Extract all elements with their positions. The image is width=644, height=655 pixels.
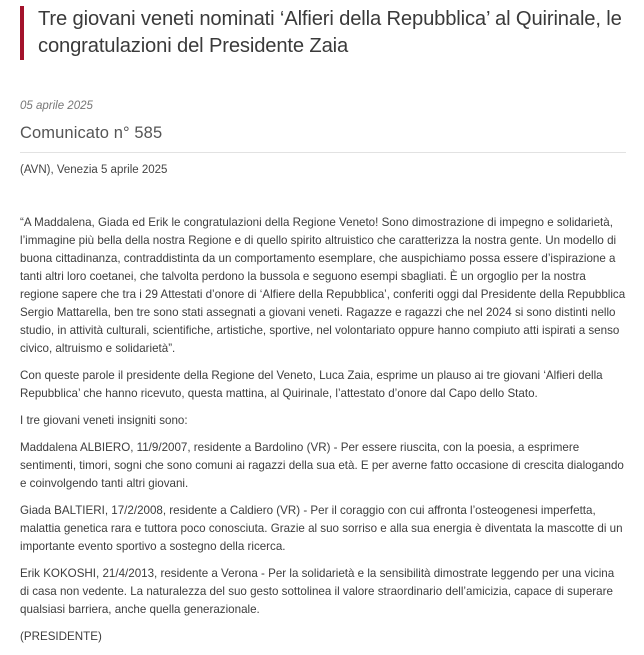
paragraph-quote: “A Maddalena, Giada ed Erik le congratulazioni della Regione Veneto! Sono dimostrazione di impegno e solidarietà, l’immagine più bella della nostra Regione e di quello spirito altruistico che caratterizza la nostra gente. Un modello di buona cittadinanza, contraddistinta da un comportamento esemplare, che auspichiamo possa essere d’ispirazione a tanti altri loro coetanei, che talvolta perdono la bussola e seguono esempi sbagliati. È un orgoglio per la nostra regione sapere che tra i 29 Attestati d’onore di ‘Alfiere della Repubblica’, conferiti oggi dal Presidente della Repubblica Sergio Mattarella, ben tre sono stati assegnati a giovani veneti. Ragazze e ragazzi che nel 2024 si sono distinti nello studio, in attività culturali, scientifiche, artistiche, sportive, nel volontariato oppure hanno compiuto atti ispirati a senso civico, altruismo e solidarietà”. [20, 216, 626, 355]
paragraph-intro: Con queste parole il presidente della Regione del Veneto, Luca Zaia, esprime un plauso ai tre giovani ‘Alfieri della Repubblica’ che hanno ricevuto, questa mattina, al Quirinale, l’attestato d’onore dal Capo dello Stato. [20, 369, 603, 400]
comunicato-number: Comunicato n° 585 [20, 124, 163, 142]
dateline: (AVN), Venezia 5 aprile 2025 [20, 164, 168, 176]
article-body [20, 214, 626, 655]
divider [20, 152, 626, 153]
paragraph-list-heading: I tre giovani veneti insigniti sono: [20, 414, 188, 427]
publish-date: 05 aprile 2025 [20, 100, 93, 112]
paragraph-signature: (PRESIDENTE) [20, 630, 102, 643]
paragraph-kokoshi: Erik KOKOSHI, 21/4/2013, residente a Verona - Per la solidarietà e la sensibilità dimostrate leggendo per una vicina di casa non vedente. La naturalezza del suo gesto sottolinea il valore straordinario dell’amicizia, capace di superare qualsiasi barriera, anche quella generazionale. [20, 567, 615, 616]
paragraph-baltieri: Giada BALTIERI, 17/2/2008, residente a Caldiero (VR) - Per il coraggio con cui affronta l’osteogenesi imperfetta, malattia genetica rara e tuttora poco conosciuta. Grazie al suo sorriso e alla sua energia è diventata la mascotte di un importante evento sportivo a sostegno della ricerca. [20, 504, 623, 553]
page-title: Tre giovani veneti nominati ‘Alfieri della Repubblica’ al Quirinale, le congratulazioni del Presidente Zaia [38, 8, 622, 57]
paragraph-albiero: Maddalena ALBIERO, 11/9/2007, residente a Bardolino (VR) - Per essere riuscita, con la poesia, a esprimere sentimenti, timori, sogni che sono comuni ai ragazzi della sua età. E per averne fatto occasione di crescita dialogando e coinvolgendo tanti altri giovani. [20, 441, 624, 490]
title-block [20, 6, 644, 60]
